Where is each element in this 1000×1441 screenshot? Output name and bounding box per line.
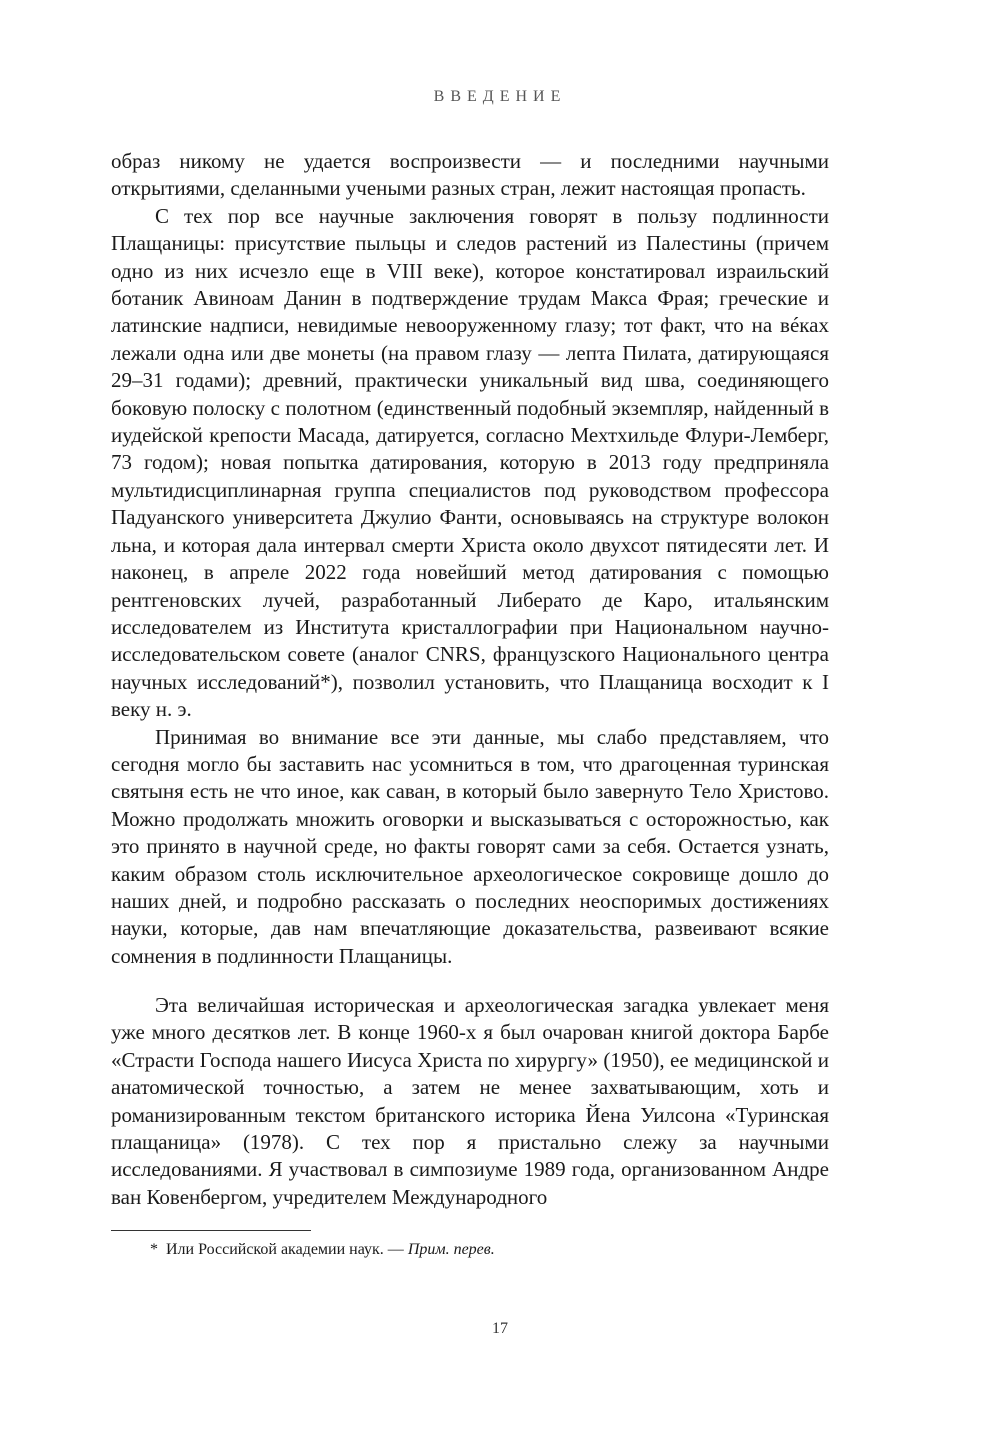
footnote-text: Или Российской академии наук. — (166, 1241, 404, 1258)
footnote (150, 1240, 495, 1260)
text-block-section-1 (111, 148, 829, 970)
page-number: 17 (492, 1320, 508, 1337)
footnote-mark: * (150, 1241, 158, 1258)
running-head: ВВЕДЕНИЕ (433, 88, 567, 105)
text-block-section-2 (111, 992, 829, 1211)
paragraph-scientific-conclusions: С тех пор все научные заключения говорят в пользу подлинности Плащаницы: присутствие пыльцы и следов растений из Палестины (причем одно из них исчезло еще в VIII веке), которое констатировал израильский ботаник Авиноам Данин в подтверждение трудам Макса Фрая; греческие и латинские надписи, невидимые невооруженному глазу; тот факт, что на вéках лежали одна или две монеты (на правом глазу — лепта Пилата, датирующаяся 29–31 годами); древний, практически уникальный вид шва, соединяющего боковую полоску с полотном (единственный подобный экземпляр, найденный в иудейской крепости Масада, датируется, согласно Мехтхильде Флури-Лемберг, 73 годом); новая попытка датирования, которую в 2013 году предприняла мультидисциплинарная группа специалистов под руководством профессора Падуанского университета Джулио Фанти, основываясь на структуре волокон льна, и которая дала интервал смерти Христа около двухсот пятидесяти лет. И наконец, в апреле 2022 года новейший метод датирования с помощью рентгеновских лучей, разработанный Либерато де Каро, итальянским исследователем из Института кристаллографии при Национальном научно-исследовательском совете (аналог CNRS, французского Национального центра научных исследований*), позволил установить, что Плащаница восходит к I веку н. э. (111, 203, 829, 722)
paragraph-continuation: образ никому не удается воспроизвести — и последними научными открытиями, сделанными учеными разных стран, лежит настоящая пропасть. (111, 149, 829, 201)
paragraph-greatest-mystery: Эта величайшая историческая и археологическая загадка увлекает меня уже много десятков лет. В конце 1960-х я был очарован книгой доктора Барбе «Страсти Господа нашего Иисуса Христа по хирургу» (1950), ее медицинской и анатомической точностью, а затем не менее захватывающим, хоть и романизированным текстом британского историка Йена Уилсона «Туринская плащаница» (1978). С тех пор я пристально слежу за научными исследованиями. Я участвовал в симпозиуме 1989 года, организованном Андре ван Ковенбергом, учредителем Международного (111, 993, 829, 1209)
footnote-translator-note: Прим. перев. (407, 1241, 495, 1258)
paragraph-considering-data: Принимая во внимание все эти данные, мы слабо представляем, что сегодня могло бы заставить нас усомниться в том, что драгоценная туринская святыня есть не что иное, как саван, в который было завернуто Тело Христово. Можно продолжать множить оговорки и высказываться с осторожностью, как это принято в научной среде, но факты говорят сами за себя. Остается узнать, каким образом столь исключительное археологическое сокровище дошло до наших дней, и подробно рассказать о последних неоспоримых достижениях науки, которые, дав нам впечатляющие доказательства, развеивают всякие сомнения в подлинности Плащаницы. (111, 724, 829, 968)
footnote-divider (111, 1230, 311, 1231)
